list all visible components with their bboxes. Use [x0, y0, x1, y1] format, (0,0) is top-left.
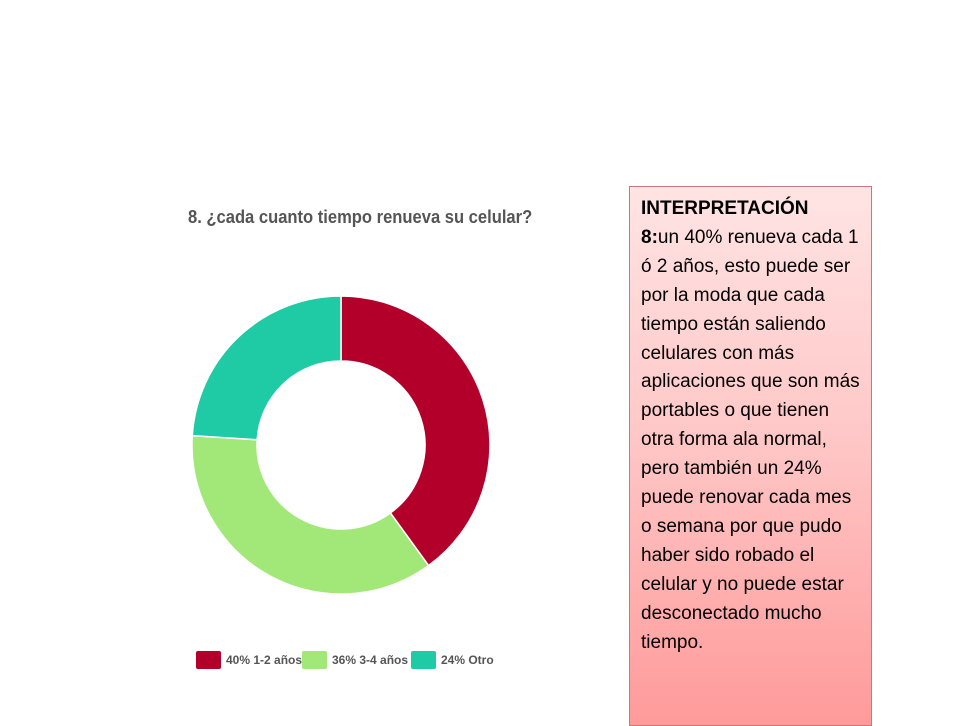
slice-2: [192, 296, 341, 440]
legend-label-0: 40% 1-2 años: [226, 653, 303, 667]
interpretation-body: un 40% renueva cada 1 ó 2 años, esto puede ser por la moda que cada tiempo están saliendo celulares con más aplicaciones que son más portables o que tienen otra forma ala normal, pero también un 24% puede renovar cada mes o semana por que pudo haber sido robado el celular y no puede estar desconectado mucho tiempo.: [641, 226, 860, 653]
interpretation-prefix: 8:: [641, 226, 658, 248]
slice-0: [341, 296, 490, 566]
legend-label-1: 36% 3-4 años: [332, 653, 409, 667]
legend-swatch-0: [196, 651, 221, 669]
donut-chart-svg: [150, 195, 550, 685]
interpretation-box: [629, 186, 872, 726]
legend-swatch-2: [411, 651, 436, 669]
donut-chart: [150, 195, 550, 685]
chart-title: 8. ¿cada cuanto tiempo renueva su celular?: [188, 207, 533, 227]
legend-label-2: 24% Otro: [441, 653, 494, 667]
interpretation-heading: INTERPRETACIÓN: [641, 198, 809, 219]
legend-swatch-1: [302, 651, 327, 669]
